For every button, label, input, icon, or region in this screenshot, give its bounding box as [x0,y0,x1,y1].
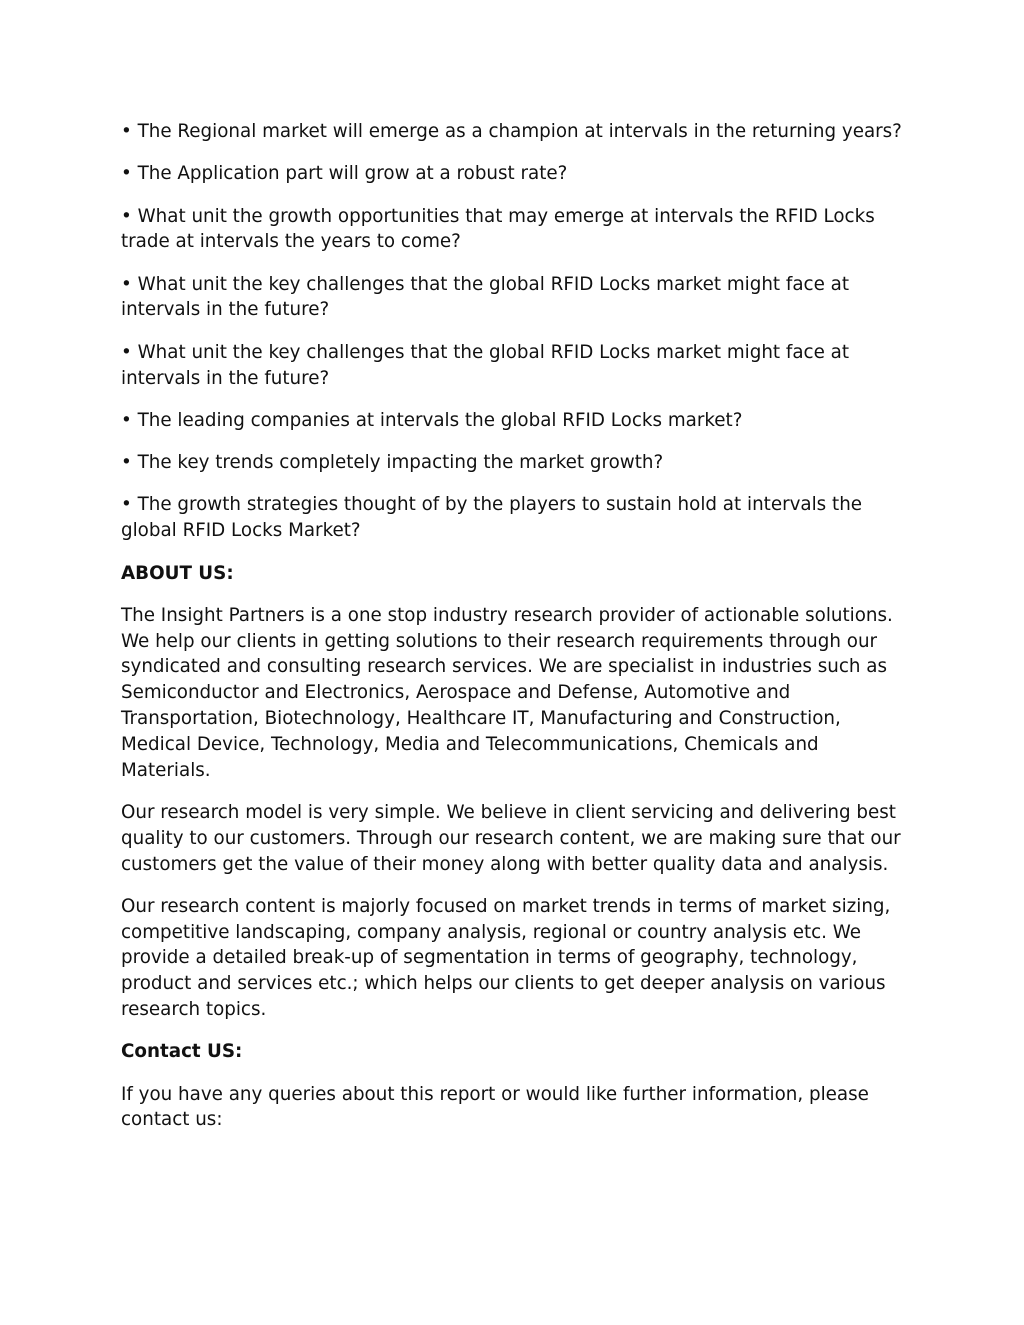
about-heading: ABOUT US: [121,562,234,584]
contact-heading: Contact US: [121,1041,243,1063]
about-paragraph: The Insight Partners is a one stop industry research provider of actionable solutions. We help our clients in getting solutions to their research requirements through our syndicated and consulting research services. We are specialist in industries such as Semiconductor and Electronics, Aerospace and Defense, Automotive and Transportation, Biotechnology, Healthcare IT, Manufacturing and Construction, Medical Device, Technology, Media and Telecommunications, Chemicals and Materials. [121,604,893,781]
bullet-item: • The key trends completely impacting the market growth? [121,452,664,474]
contact-paragraph: If you have any queries about this report or would like further information, please contact us: [121,1083,869,1131]
about-paragraph: Our research model is very simple. We believe in client servicing and delivering best quality to our customers. Through our research content, we are making sure that our customers get the value of their money along with better quality data and analysis. [121,801,901,875]
bullet-item: • What unit the key challenges that the global RFID Locks market might face at intervals in the future? [121,341,850,389]
bullet-item: • The Application part will grow at a robust rate? [121,163,568,185]
bullet-item: • The growth strategies thought of by the players to sustain hold at intervals the global RFID Locks Market? [121,494,863,542]
bullet-item: • What unit the key challenges that the global RFID Locks market might face at intervals in the future? [121,273,850,321]
bullet-item: • What unit the growth opportunities that may emerge at intervals the RFID Locks trade at intervals the years to come? [121,205,875,253]
bullet-item: • The leading companies at intervals the global RFID Locks market? [121,409,743,431]
document-page [121,119,911,1150]
about-paragraph: Our research content is majorly focused on market trends in terms of market sizing, competitive landscaping, company analysis, regional or country analysis etc. We provide a detailed break-up of segmentation in terms of geography, technology, product and services etc.; which helps our clients to get deeper analysis on various research topics. [121,895,891,1021]
bullet-item: • The Regional market will emerge as a champion at intervals in the returning years? [121,121,902,142]
